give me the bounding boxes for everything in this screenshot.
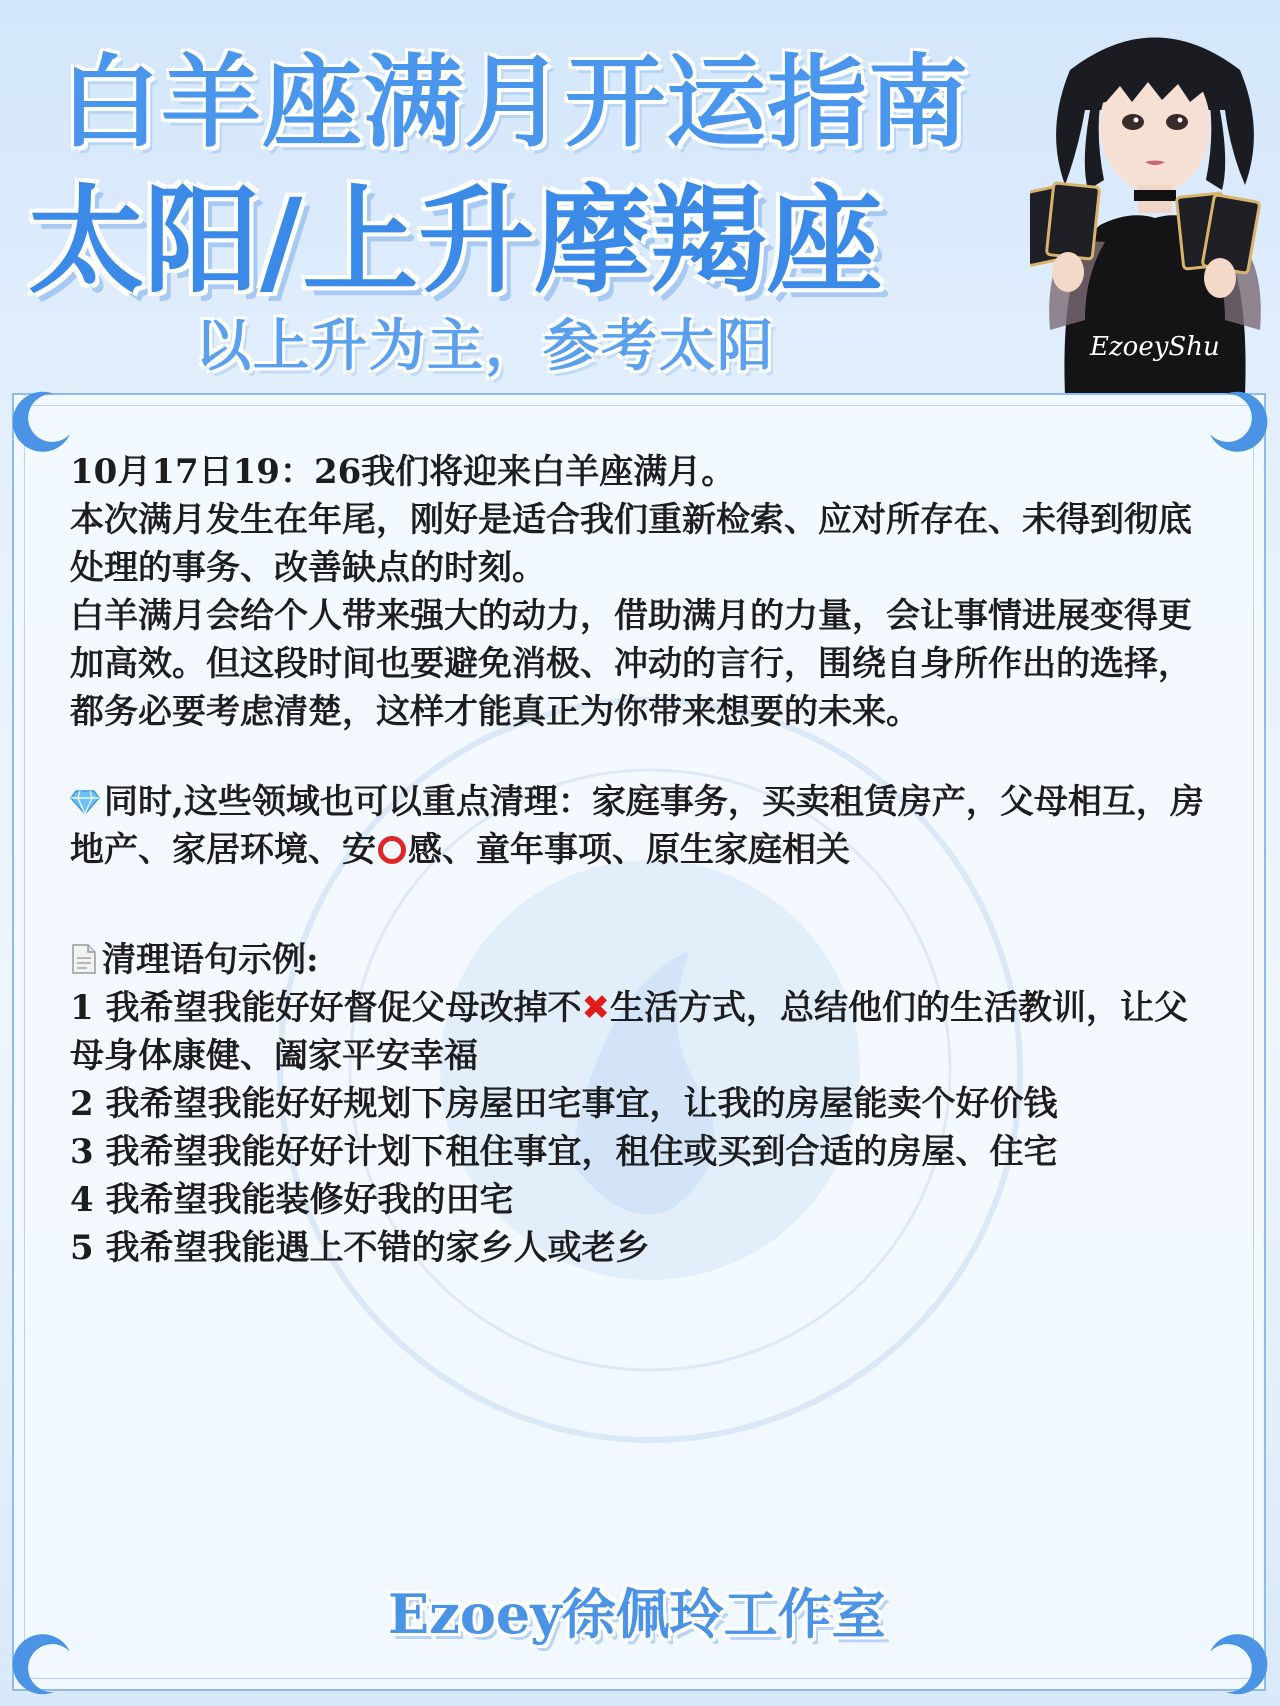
moon-corner-icon [6,386,78,458]
signature: EzoeyShu [1090,332,1220,362]
portrait-illustration [1030,10,1280,395]
red-cross-icon: ✖ [581,988,610,1028]
article-body [70,448,1210,1272]
example-item-1 [70,984,1210,1080]
examples-heading [70,936,1210,984]
example-item-1-text-a: 1 我希望我能好好督促父母改掉不 [70,988,582,1028]
subtitle: 以上升为主，参考太阳 [195,314,775,379]
moon-corner-icon [1202,386,1274,458]
title-line1: 白羊座满月开运指南 [60,44,969,161]
paragraph-intro: 本次满月发生在年尾，刚好是适合我们重新检索、应对所存在、未得到彻底处理的事务、改善缺点的时刻。 [70,500,1192,588]
red-circle-icon [378,836,406,864]
paragraph-date: 10月17日19：26我们将迎来白羊座满月。 [70,452,736,492]
title-line2: 太阳/上升摩羯座 [28,174,883,309]
header [0,0,1280,395]
studio-brand: Ezoey徐佩玲工作室 [388,1582,886,1646]
example-item-5: 5 我希望我能遇上不错的家乡人或老乡 [70,1228,650,1268]
focus-areas-text-b: 感、童年事项、原生家庭相关 [408,830,850,870]
gem-icon [70,789,100,815]
document-icon [70,943,98,975]
example-item-4: 4 我希望我能装修好我的田宅 [70,1180,514,1220]
paragraph-energy: 白羊满月会给个人带来强大的动力，借助满月的力量，会让事情进展变得更加高效。但这段时间也要避免消极、冲动的言行，围绕自身所作出的选择，都务必要考虑清楚，这样才能真正为你带来想要的未来。 [70,596,1192,732]
example-item-1-text-b: 生活方式，总结他们的生活教训，让父母身体康健、阖家平安幸福 [70,988,1188,1076]
examples-heading-text: 清理语句示例: [102,940,319,980]
moon-corner-icon [6,1628,78,1700]
moon-corner-icon [1202,1628,1274,1700]
example-item-2: 2 我希望我能好好规划下房屋田宅事宜，让我的房屋能卖个好价钱 [70,1084,1058,1124]
example-item-3: 3 我希望我能好好计划下租住事宜，租住或买到合适的房屋、住宅 [70,1132,1058,1172]
focus-areas-text-a: 同时,这些领域也可以重点清理：家庭事务，买卖租赁房产，父母相互，房地产、家居环境、安 [70,782,1204,870]
focus-areas [70,778,1210,874]
